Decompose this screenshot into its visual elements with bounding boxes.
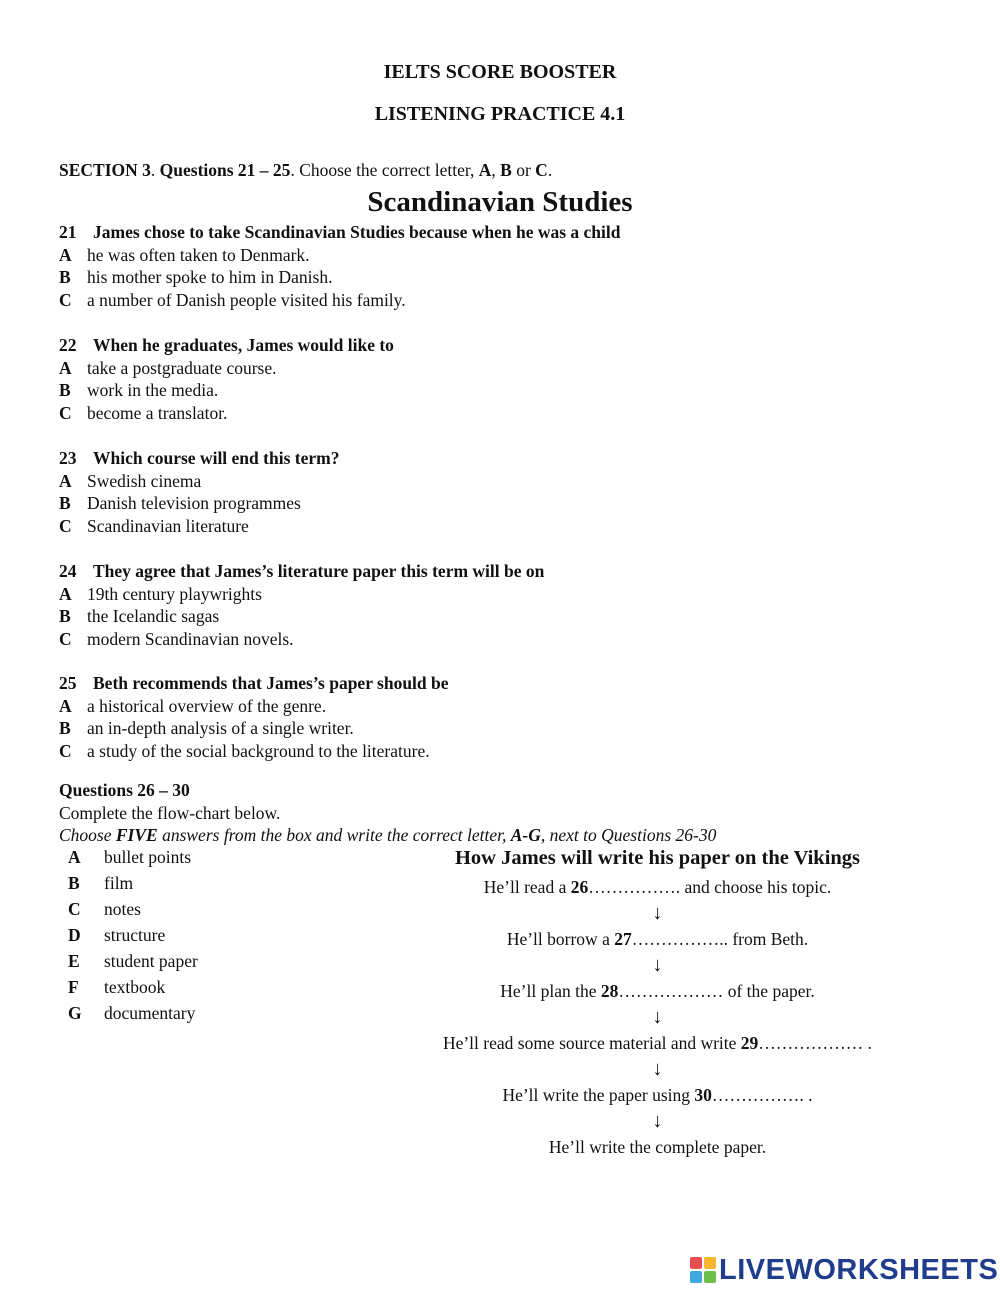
question-25 bbox=[59, 672, 449, 762]
part2-instruction-1: Complete the flow-chart below. bbox=[59, 802, 281, 823]
option-a: A take a postgraduate course. bbox=[59, 357, 277, 378]
question-21 bbox=[59, 221, 621, 311]
flow-arrow: ↓ bbox=[652, 1058, 663, 1080]
question-stem: 25 Beth recommends that James’s paper should be bbox=[59, 673, 449, 693]
option-b: B Danish television programmes bbox=[59, 493, 301, 513]
option-b: B his mother spoke to him in Danish. bbox=[59, 267, 333, 287]
flow-step-27: He’ll borrow a 27…………….. from Beth. bbox=[506, 929, 809, 949]
box-item: G documentary bbox=[68, 1003, 196, 1023]
option-a: A Swedish cinema bbox=[59, 470, 202, 491]
flow-arrow: ↓ bbox=[652, 902, 663, 924]
flow-arrow: ↓ bbox=[652, 1006, 663, 1028]
topic-title: Scandinavian Studies bbox=[367, 186, 633, 218]
option-a: A he was often taken to Denmark. bbox=[59, 244, 310, 265]
question-stem: 24 They agree that James’s literature paper this term will be on bbox=[59, 561, 545, 581]
option-b: B the Icelandic sagas bbox=[59, 606, 220, 626]
liveworksheets-logo[interactable] bbox=[690, 1253, 998, 1287]
flow-step-final: He’ll write the complete paper. bbox=[548, 1137, 767, 1157]
flow-step-28: He’ll plan the 28……………… of the paper. bbox=[500, 981, 815, 1001]
option-a: A a historical overview of the genre. bbox=[59, 695, 327, 716]
section-instruction: SECTION 3. Questions 21 – 25. Choose the correct letter, A, B or C. bbox=[59, 160, 553, 180]
logo-text: LIVEWORKSHEETS bbox=[719, 1253, 999, 1286]
flow-arrow: ↓ bbox=[652, 1110, 663, 1132]
flow-step-26: He’ll read a 26……………. and choose his topic. bbox=[483, 877, 832, 897]
box-item: B film bbox=[68, 873, 134, 893]
option-c: C become a translator. bbox=[59, 402, 228, 423]
part2-heading: Questions 26 – 30 bbox=[59, 780, 190, 800]
box-item: E student paper bbox=[68, 951, 198, 971]
question-stem: 22 When he graduates, James would like to bbox=[59, 335, 394, 355]
document-title: IELTS SCORE BOOSTER bbox=[383, 61, 617, 83]
logo-square bbox=[690, 1271, 702, 1283]
box-item: C notes bbox=[68, 899, 141, 919]
box-item: A bullet points bbox=[68, 847, 192, 867]
question-22 bbox=[59, 334, 394, 424]
logo-square bbox=[704, 1271, 716, 1283]
logo-square bbox=[704, 1257, 716, 1269]
option-c: C a study of the social background to the literature. bbox=[59, 740, 430, 761]
question-24 bbox=[59, 560, 544, 650]
question-stem: 23 Which course will end this term? bbox=[59, 448, 340, 468]
box-item: D structure bbox=[68, 925, 166, 945]
logo-square bbox=[690, 1257, 702, 1269]
flow-step-29: He’ll read some source material and write 29……………… . bbox=[442, 1033, 873, 1053]
option-b: B work in the media. bbox=[59, 380, 219, 400]
option-b: B an in-depth analysis of a single writer. bbox=[59, 718, 354, 738]
option-c: C Scandinavian literature bbox=[59, 515, 249, 536]
question-23 bbox=[59, 447, 339, 537]
part2-instructions bbox=[59, 779, 716, 847]
flowchart-title: How James will write his paper on the Vikings bbox=[454, 847, 861, 869]
logo-icon bbox=[690, 1257, 716, 1283]
flow-step-30: He’ll write the paper using 30……………. . bbox=[502, 1085, 813, 1105]
part2-instruction-2: Choose FIVE answers from the box and write the correct letter, A-G, next to Questions 26-30 bbox=[59, 825, 717, 845]
option-a: A 19th century playwrights bbox=[59, 583, 262, 604]
question-stem: 21 James chose to take Scandinavian Studies because when he was a child bbox=[59, 222, 621, 242]
box-item: F textbook bbox=[68, 977, 166, 997]
option-c: C a number of Danish people visited his family. bbox=[59, 289, 406, 310]
flow-arrow: ↓ bbox=[652, 954, 663, 976]
document-subtitle: LISTENING PRACTICE 4.1 bbox=[374, 103, 626, 125]
option-c: C modern Scandinavian novels. bbox=[59, 628, 294, 649]
